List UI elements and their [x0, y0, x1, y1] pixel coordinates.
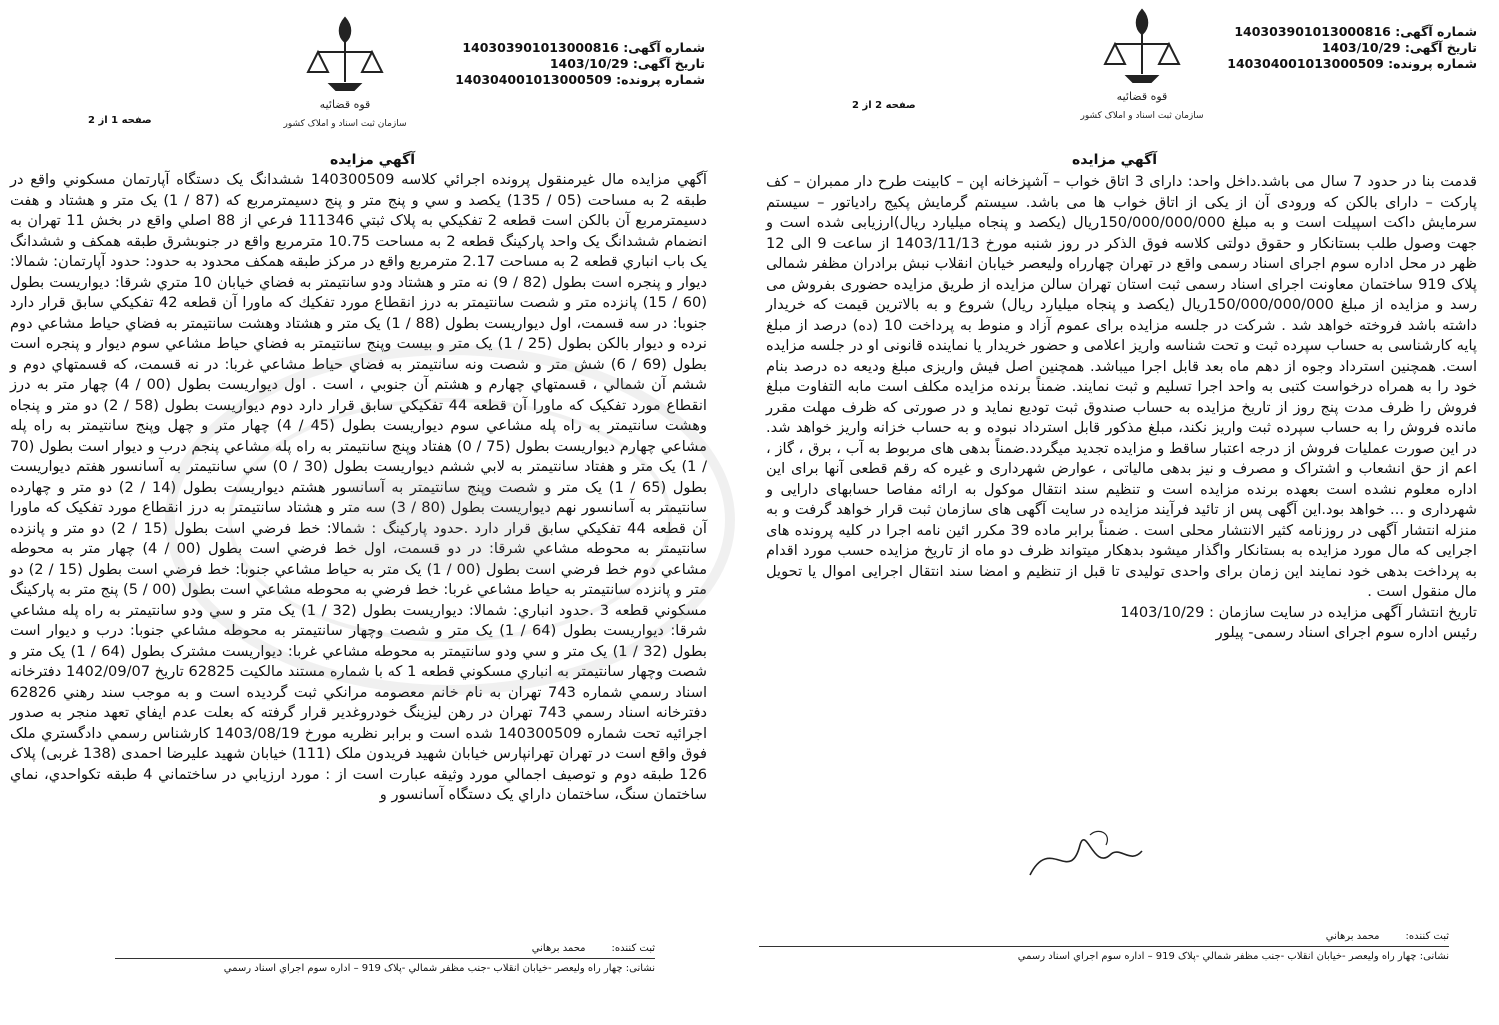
case-number-label: شماره پرونده:	[1388, 56, 1477, 71]
ad-number: 140303901013000816	[462, 40, 619, 55]
ad-date-row	[455, 56, 705, 72]
case-number: 140304001013000509	[455, 72, 612, 87]
notice-footer	[759, 930, 1449, 963]
notice-meta	[1227, 24, 1477, 72]
registrar-name: محمد برهاني	[1325, 931, 1380, 942]
ad-number-row	[455, 40, 705, 56]
registrar-label: ثبت كننده:	[1405, 931, 1449, 942]
registrar-row	[759, 930, 1449, 943]
notice-title: آگهي مزايده	[1072, 152, 1158, 168]
registrar-row	[115, 942, 655, 955]
ad-date: 1403/10/29	[549, 56, 629, 71]
handwritten-signature-icon	[1020, 815, 1150, 895]
case-number-label: شماره پرونده:	[616, 72, 705, 87]
page-indicator: صفحه 1 از 2	[88, 115, 152, 126]
footer-address: نشانی: چهار راه وليعصر -خيابان انقلاب -جنب مظفر شمالي -پلاک 919 – اداره سوم اجراي اسناد رسمي	[223, 963, 655, 974]
footer-divider	[759, 946, 1449, 947]
ad-number-label: شماره آگهی:	[623, 40, 705, 55]
judiciary-emblem-icon	[1080, 2, 1204, 132]
ad-date-row	[1227, 40, 1477, 56]
case-number-row	[455, 72, 705, 88]
judiciary-emblem-icon	[283, 10, 407, 140]
signatory: رئيس اداره سوم اجرای اسناد رسمی- پيلور	[1215, 624, 1477, 641]
registrar-name: محمد برهاني	[531, 943, 586, 954]
ad-date: 1403/10/29	[1321, 40, 1401, 55]
notice-page-1	[0, 0, 735, 1025]
org-name-line2: سازمان ثبت اسناد و املاک کشور	[1080, 111, 1204, 121]
ad-date-label: تاریخ آگهی:	[1404, 40, 1477, 55]
notice-page-2	[752, 0, 1499, 1025]
notice-title: آگهي مزايده	[330, 152, 416, 168]
org-name-line1: قوه قضائیه	[1116, 90, 1168, 103]
notice-body	[766, 172, 1477, 644]
ad-date-label: تاریخ آگهی:	[632, 56, 705, 71]
publish-date-line: تاريخ انتشار آگهی مزايده در سايت سازمان : 1403/10/29	[1120, 603, 1477, 621]
org-name-line2: سازمان ثبت اسناد و املاک کشور	[283, 119, 407, 129]
ad-number-row	[1227, 24, 1477, 40]
org-name-line1: قوه قضائیه	[319, 98, 371, 111]
ad-number-label: شماره آگهی:	[1395, 24, 1477, 39]
footer-divider	[115, 958, 655, 959]
page-indicator: صفحه 2 از 2	[852, 100, 916, 111]
notice-meta	[455, 40, 705, 88]
case-number-row	[1227, 56, 1477, 72]
notice-footer	[115, 942, 655, 975]
case-number: 140304001013000509	[1227, 56, 1384, 71]
notice-body-text: قدمت بنا در حدود 7 سال می باشد.داخل واحد: دارای 3 اتاق خواب – آشپزخانه اپن – كابينت طرح دار ممبران – كف پاركت – دارای بالكن كه ورودی آن از يكی از اتاق خواب ها می باشد. سيستم گرمايش پكيج رادياتور – سيستم سرمايش داكت اسپيلت است و به مبلغ 150/000/000/000ريال (يكصد و پنجاه ميليارد ريال)ارزيابی شده است و جهت وصول طلب بستانكار و حقوق دولتی كلاسه فوق الذكر در روز شنبه مورخ 1403/11/13 از ساعت 9 الی 12 ظهر در محل اداره سوم اجرای اسناد رسمی واقع در تهران چهارراه وليعصر خيابان انقلاب نبش برادران مظفر شمالی پلاک 919 ساختمان معاونت اجرای اسناد رسمی ثبت استان تهران سالن مزايده از طريق مزايده حضوری بفروش می رسد و مزايده از مبلغ 150/000/000/000ريال (يكصد و پنجاه ميليارد ريال) شروع و به بالاترين قيمت كه خريدار داشته باشد فروخته خواهد شد . شركت در جلسه مزايده برای عموم آزاد و منوط به پرداخت 10 (ده) درصد از مبلغ پايه كارشناسی به حساب سپرده ثبت و تحت شناسه واريز اعلامی و حضور خريدار يا نماينده قانونی او در جلسه مزايده است. همچنين استرداد وجوه از دهم ماه بعد قابل اجرا ميباشد. همچنين اصل فيش واريزی مبلغ وديعه ده درصد بنام خود را به همراه درخواست كتبی به واحد اجرا تسليم و ثبت نمايند. ضمناً برنده مزايده مكلف است مابه التفاوت مبلغ فروش را ظرف مدت پنج روز از تاريخ مزايده به حساب صندوق ثبت توديع نمايد و در صورتی كه ظرف مهلت مقرر مانده فروش را به حساب سپرده ثبت واريز نكند، مبلغ مذكور قابل استرداد نبوده و به حساب خزانه واريز خواهد شد. در اين صورت عمليات فروش از درجه اعتبار ساقط و مزايده تجديد ميگردد.ضمناً بدهی های مربوط به آب ، برق ، گاز ، اعم از حق انشعاب و اشتراک و مصرف و نيز بدهی مالياتی ، عوارض شهرداری و غيره كه رقم قطعی آنها برای اين اداره معلوم نشده است بعهده برنده مزايده است و تنظيم سند انتقال موكول به ارائه مفاصا حسابهای دارايی و شهرداری و ... خواهد بود.اين آگهی پس از تائيد فرآيند مزايده در سايت آگهی های سازمان ثبت قرار خواهد گرفت و به منزله انتشار آگهی در روزنامه كثير الانتشار محلی است . ضمناً برابر ماده 39 مكرر ائين نامه اجرا در كليه پرونده های اجرايی كه مال مورد مزايده به بستانكار واگذار ميشود بدهكار ميتواند ظرف دو ماه از تاريخ مزايده حسب مورد اقدام به پرداخت بدهی خود نمايند اين زمان برای واحدی توليدی تا قبل از تنظيم و امضا سند انتقال اجرايی اموال يا تحويل مال منقول است .	[766, 173, 1478, 600]
footer-address: نشانی: چهار راه وليعصر -خيابان انقلاب -جنب مظفر شمالي -پلاک 919 – اداره سوم اجراي اسناد رسمي	[1017, 951, 1449, 962]
ad-number: 140303901013000816	[1234, 24, 1391, 39]
registrar-label: ثبت كننده:	[611, 943, 655, 954]
notice-body: آگهي مزايده مال غيرمنقول پرونده اجرائي كلاسه 140300509 ششدانگ یک دستگاه آپارتمان مسكوني واقع در طبقه 2 به مساحت (05 / 135) يكصد و سي و پنج متر و پنج دسيمترمربع كه (87 / 1) يک متر و هشتاد و هفت دسيمترمربع آن بالكن است قطعه 2 تفكيكي به پلاک ثبتي 111346 فرعي از 88 اصلي واقع در بخش 11 تهران به انضمام ششدانگ يک واحد پاركينگ قطعه 2 به مساحت 10.75 مترمربع واقع در جنوبشرق طبقه همكف و ششدانگ يک باب انباري قطعه 2 به مساحت 2.17 مترمربع واقع در مركز طبقه همكف محدود به حدود: حدود آپارتمان: شمالا: ديوار و پنجره است بطول (82 / 9) نه متر و هشتاد ودو سانتيمتر به فضاي خيابان 10 متري شرقا: ديواريست بطول (60 / 15) پانزده متر و شصت سانتيمتر به درز انقطاع مورد تفكيك كه ماورا آن قطعه 42 تفكيكي سابق قرار دارد جنوبا: در سه قسمت، اول ديواريست بطول (88 / 1) يک متر و هشتاد وهشت سانتيمتر به فضاي حياط مشاعي دوم نرده و ديوار بالكن بطول (25 / 1) يک متر و بيست وپنج سانتيمتر به فضاي حياط مشاعي سوم ديوار و پنجره است بطول (69 / 6) شش متر و شصت ونه سانتيمتر به فضاي حياط مشاعي غربا: در نه قسمت، كه قسمتهاي دوم و ششم آن شمالي ، قسمتهاي چهارم و هشتم آن جنوبي ، است . اول ديواريست بطول (00 / 4) چهار متر به درز انقطاع مورد تفكيک كه ماورا آن قطعه 44 تفكيكي سابق قرار دارد دوم ديواريست بطول (58 / 2) دو متر و پنجاه وهشت سانتيمتر به راه پله مشاعي سوم ديواريست بطول (45 / 4) چهار متر و چهل وپنج سانتيمتر به راه پله مشاعي چهارم ديواريست بطول (75 / 0) هفتاد وپنج سانتيمتر به راه پله مشاعي پنجم درب و ديوار است بطول (70 / 1) يک متر و هفتاد سانتيمتر به لابي ششم ديواريست بطول (30 / 0) سي سانتيمتر به آسانسور هفتم ديواريست بطول (65 / 1) يک متر و شصت وپنج سانتيمتر به آسانسور هشتم ديواريست بطول (14 / 2) دو متر و چهارده سانتيمتر به آسانسور نهم ديواريست بطول (80 / 3) سه متر و هشتاد سانتيمتر به درز انقطاع مورد تفكيک كه ماورا آن قطعه 44 تفكيكي سابق قرار دارد .حدود پاركينگ : شمالا: خط فرضي است بطول (15 / 2) دو متر و پانزده سانتيمتر به محوطه مشاعي شرقا: در دو قسمت، اول خط فرضي است بطول (00 / 4) چهار متر به محوطه مشاعي دوم خط فرضي است بطول (00 / 1) يک متر به حياط مشاعي جنوبا: خط فرضي است بطول (15 / 2) دو متر و پانزده سانتيمتر به حياط مشاعي غربا: خط فرضي به محوطه مشاعي است بطول (00 / 5) پنج متر به پاركينگ مسكوني قطعه 3 .حدود انباري: شمالا: ديواريست بطول (32 / 1) يک متر و سي ودو سانتيمتر به راه پله مشاعي شرقا: ديواريست بطول (64 / 1) يک متر و شصت وچهار سانتيمتر به محوطه مشاعي جنوبا: درب و ديوار است بطول (32 / 1) يک متر و سي ودو سانتيمتر به محوطه مشاعي غربا: ديواريست مشترک بطول (64 / 1) يک متر و شصت وچهار سانتيمتر به انباري مسكوني قطعه 1 كه با شماره مستند مالكيت 62825 تاريخ 1402/09/07 دفترخانه اسناد رسمي شماره 743 تهران به نام خانم معصومه مرانكي ثبت گرديده است و به موجب سند رهني 62826 دفترخانه اسناد رسمي 743 تهران در رهن ليزينگ خودروغدير قرار گرفته كه بعلت عدم ايفاي تعهد منجر به صدور اجرائيه تحت شماره 140300509 شده است و برابر نظريه مورخ 1403/08/19 كارشناس رسمي دادگستري ملک فوق واقع است در تهران تهرانپارس خيابان شهيد فريدون ملک (111) خيابان شهيد عليرضا احمدی (138 غربی) پلاک 126 طبقه دوم و توصيف اجمالي مورد وثيقه عبارت است از : مورد ارزيابي در ساختماني 4 طبقه تكواحدي، نماي ساختمان سنگ، ساختمان داراي يک دستگاه آسانسور و	[10, 171, 708, 803]
